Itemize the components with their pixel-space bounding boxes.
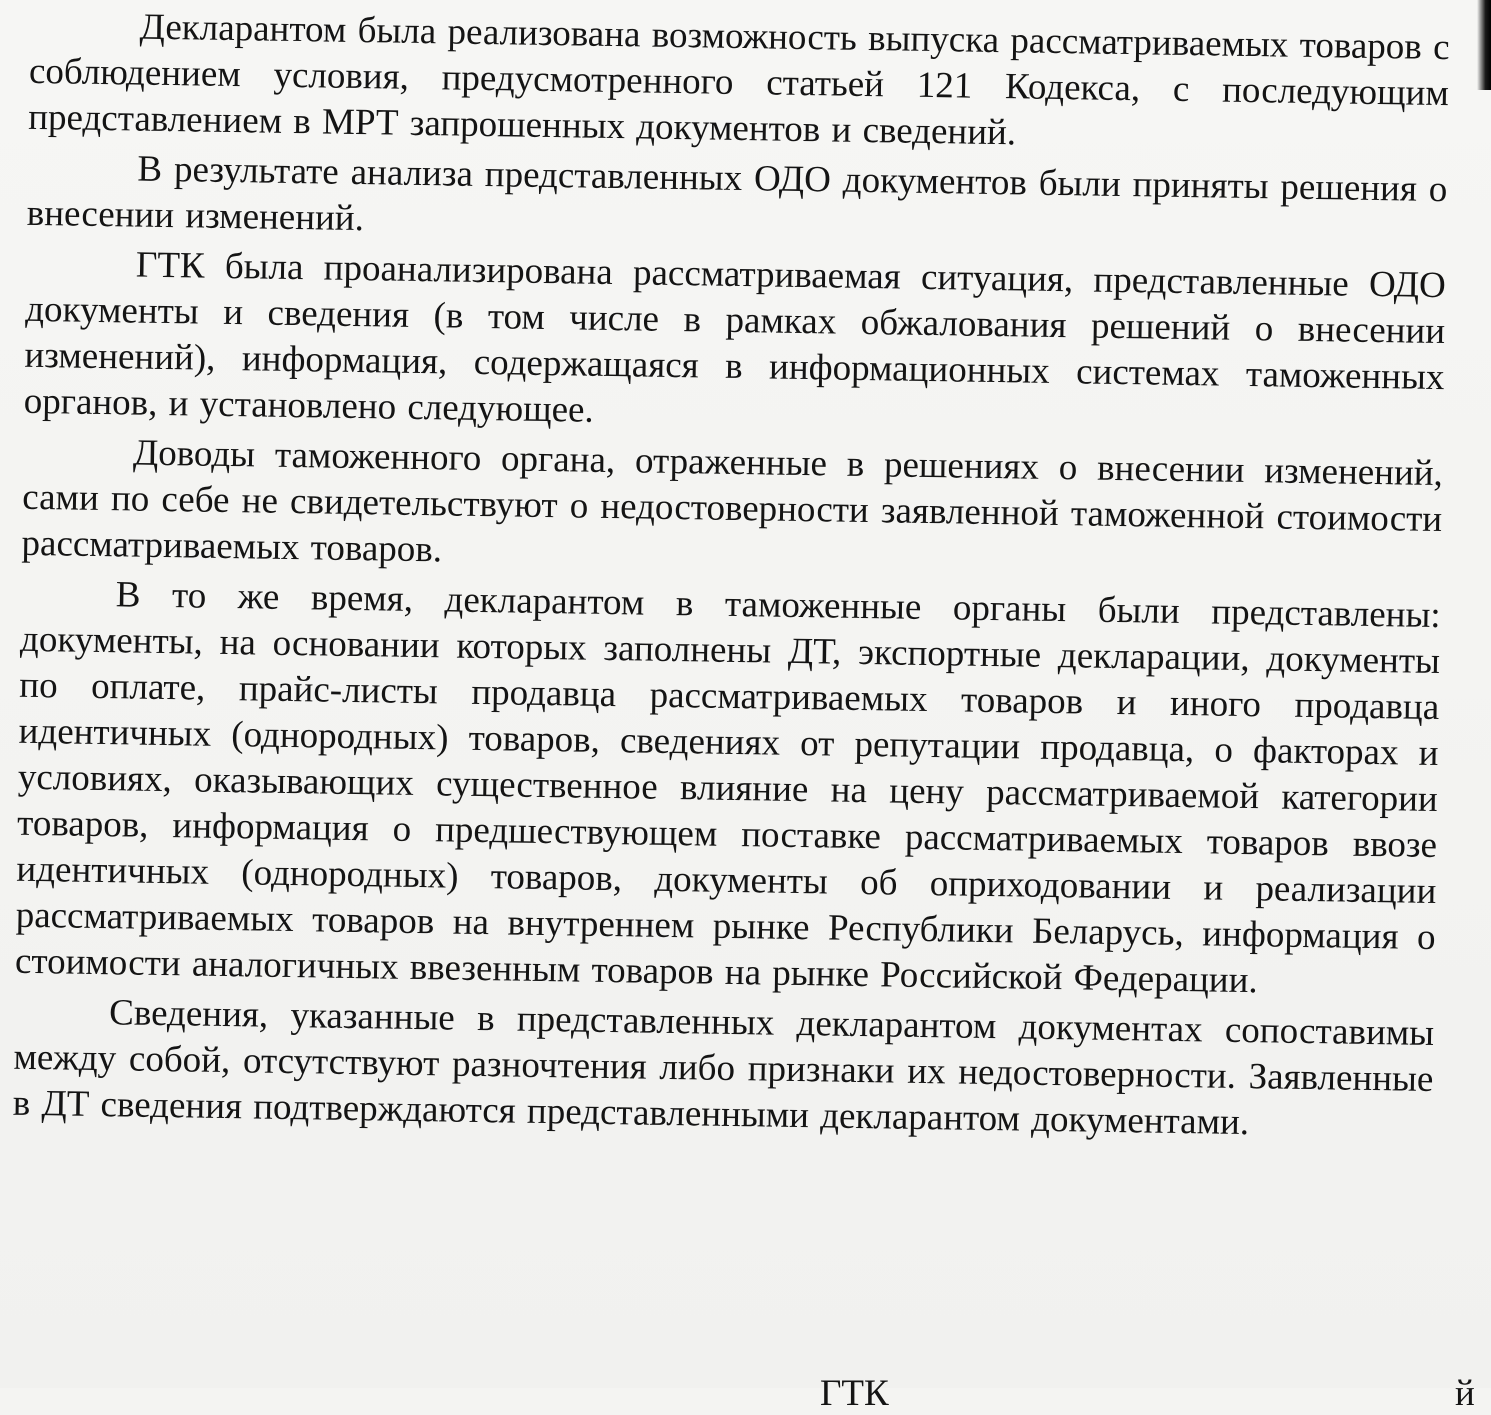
document-body (12, 3, 1450, 1153)
paragraph-information-consistency: Сведения, указанные в представленных декларантом документах сопоставимы между собой, отсутствуют разночтения либо признаки их недостоверности. Заявленные в ДТ сведения подтверждаются представленными декларантом документами. (12, 992, 1435, 1144)
cut-off-next-line-left: ГТК (820, 1373, 889, 1414)
paragraph-gtk-analysis: ГТК была проанализирована рассматриваемая ситуация, представленные ОДО документы и сведения (в том числе в рамках обжалования решений о внесении изменений), информация, содержащаяся в информационных системах таможенных органов, и установлено следующее. (23, 244, 1447, 431)
paragraph-analysis-result: В результате анализа представленных ОДО документов были приняты решения о внесении изменений. (26, 148, 1448, 240)
paragraph-submitted-documents: В то же время, декларантом в таможенные органы были представлены: документы, на основании которых заполнены ДТ, экспортные декларации, документы по оплате, прайс-листы продавца рассматриваемых товаров и иного продавца идентичных (однородных) товаров, сведениях от репутации продавца, о факторах и условиях, оказывающих существенное влияние на цену рассматриваемой категории товаров, информация о предшествующем поставке рассматриваемых товаров ввозе идентичных (однородных) товаров, документы об оприходовании и реализации рассматриваемых товаров на внутреннем рынке Республики Беларусь, информация о стоимости аналогичных ввезенным товаров на рынке Российской Федерации. (14, 574, 1441, 1002)
paragraph-customs-arguments: Доводы таможенного органа, отраженные в решениях о внесении изменений, сами по себе не свидетельствуют о недостоверности заявленной таможенной стоимости рассматриваемых товаров. (21, 432, 1444, 571)
paragraph-declarant-release: Декларантом была реализована возможность выпуска рассматриваемых товаров с соблюдением условия, предусмотренного статьей 121 Кодекса, с последующим представлением в МРТ запрошенных документов и сведений. (27, 6, 1450, 154)
page-edge-shadow (1477, 0, 1491, 90)
cut-off-next-line-right: й (1455, 1373, 1475, 1414)
